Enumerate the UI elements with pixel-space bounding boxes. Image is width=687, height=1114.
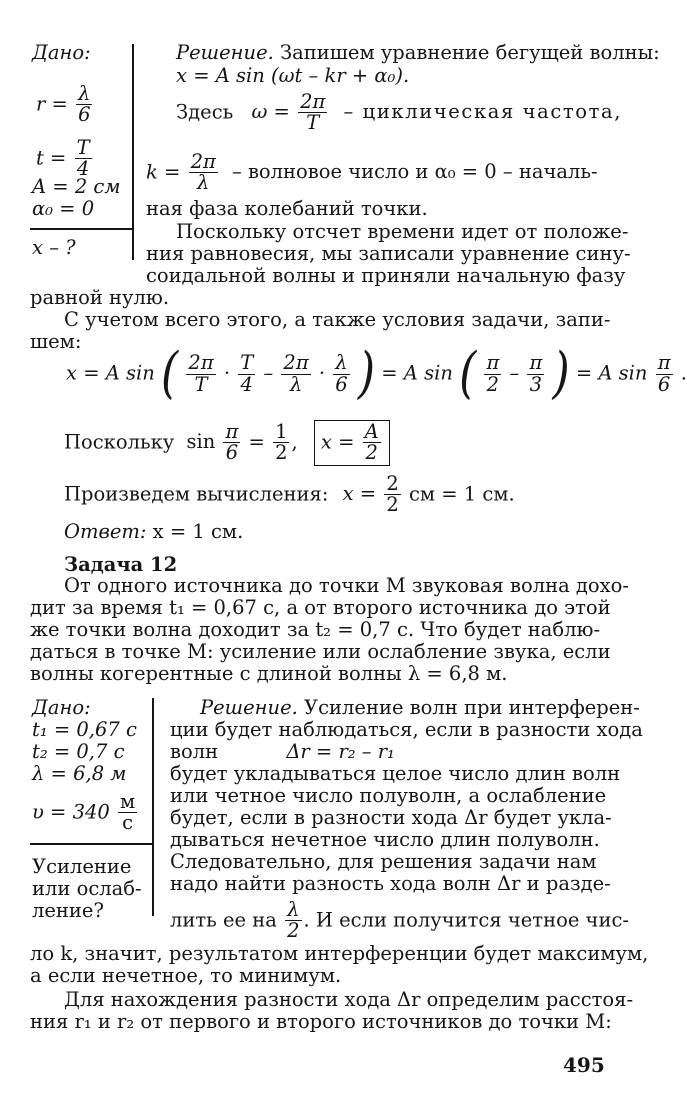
solution-line: дываться нечетное число длин полуволн. xyxy=(170,828,600,851)
k-definition: k = $\frac{2\pi}{\lambda}$ – волновое число и α₀ = 0 – началь- xyxy=(146,150,598,195)
find-line: Усиление xyxy=(32,855,132,878)
given-title: Дано: xyxy=(32,696,91,719)
solution-line: Для нахождения разности хода Δr определим расстоя- xyxy=(64,988,634,1011)
solution-line-8: соидальной волны и приняли начальную фазу xyxy=(146,264,626,287)
given-title: Дано: xyxy=(32,41,91,64)
problem-2-title: Задача 12 xyxy=(64,553,178,576)
omega-definition: Здесь ω = $\frac{2\pi}{T}$ – циклическая частота, xyxy=(176,90,623,135)
statement-line: От одного источника до точки М звуковая волна дохо- xyxy=(64,574,629,597)
given-find: x – ? xyxy=(32,236,76,259)
solution-line: ния r₁ и r₂ от первого и второго источников до точки М: xyxy=(30,1010,612,1033)
paren-right-1: ) xyxy=(357,341,376,406)
paren-right-2: ) xyxy=(552,341,570,406)
given-alpha: α₀ = 0 xyxy=(32,197,95,220)
paren-left-2: ( xyxy=(459,341,477,406)
solution-line: Следовательно, для решения задачи нам xyxy=(170,850,597,873)
solution-line: ции будет наблюдаться, если в разности хода xyxy=(170,718,643,741)
solution-line: надо найти разность хода волн Δr и разде- xyxy=(170,872,611,895)
given-t1: t₁ = 0,67 с xyxy=(32,718,137,741)
boxed-result: x = $\frac{A}{2}$ xyxy=(314,420,390,466)
solution-line: ло k, значит, результатом интерференции будет максимум, xyxy=(30,942,649,965)
solution-line-9: равной нулю. xyxy=(30,286,170,309)
solution-line: волн Δr = r₂ – r₁ xyxy=(170,740,395,763)
solution-line: будет, если в разности хода Δr будет укла- xyxy=(170,806,612,829)
statement-line: дит за время t₁ = 0,67 с, а от второго источника до этой xyxy=(30,596,611,619)
given-vertical-rule xyxy=(152,698,154,916)
answer-line: Ответ: x = 1 см. xyxy=(64,520,244,543)
given-r: r = $\frac{\lambda}{6}$ xyxy=(36,82,91,127)
given-A: A = 2 см xyxy=(32,175,121,198)
given-vertical-rule xyxy=(132,44,134,260)
given-divider xyxy=(30,843,154,845)
given-divider xyxy=(30,228,134,230)
given-v: υ = 340 $\frac{м}{с}$ xyxy=(32,790,136,835)
statement-line: же точки волна доходит за t₂ = 0,7 с. Что будет наблю- xyxy=(30,618,601,641)
solution-line-1: Решение. Запишем уравнение бегущей волны: xyxy=(176,41,660,64)
given-lambda: λ = 6,8 м xyxy=(32,762,127,785)
main-formula: x = A sin ( $\frac{2\pi}{T}$ · $\frac{T}{4}$ – $\frac{2\pi}{\lambda}$ · $\frac{\lambda}{6}$ ) = A sin ( $\frac{\pi}{2}$ – $\frac{\pi}{3}$ ) = A sin $\frac{\pi}{6}$ . xyxy=(66,341,687,406)
solution-line: а если нечетное, то минимум. xyxy=(30,964,342,987)
wave-equation: x = A sin (ωt – kr + α₀). xyxy=(176,64,410,87)
solution-line-10: С учетом всего этого, а также условия задачи, запи- xyxy=(64,308,611,331)
solution-line-5: ная фаза колебаний точки. xyxy=(146,197,428,220)
solution-line: будет укладываться целое число длин волн xyxy=(170,762,621,785)
statement-line: даться в точке М: усиление или ослабление звука, если xyxy=(30,640,611,663)
solution-line-11: шем: xyxy=(30,330,82,353)
solution-line: Решение. Усиление волн при интерферен- xyxy=(200,696,640,719)
solution-line-6: Поскольку отсчет времени идет от положе- xyxy=(176,220,629,243)
solution-line-7: ния равновесия, мы записали уравнение сину- xyxy=(146,242,631,265)
given-t: t = $\frac{T}{4}$ xyxy=(36,136,90,181)
find-line: ление? xyxy=(32,899,104,922)
find-line: или ослаб- xyxy=(32,877,142,900)
paren-left-1: ( xyxy=(161,341,179,406)
statement-line: волны когерентные с длиной волны λ = 6,8 м. xyxy=(30,662,508,685)
solution-line: лить ее на $\frac{\lambda}{2}$ . И если получится четное чис- xyxy=(170,898,629,943)
given-t2: t₂ = 0,7 с xyxy=(32,740,125,763)
calculation-line: Произведем вычисления: x = $\frac{2}{2}$ см = 1 см. xyxy=(64,472,515,517)
since-line: Поскольку sin $\frac{\pi}{6}$ = $\frac{1}{2}$ , x = $\frac{A}{2}$ xyxy=(64,420,390,466)
solution-line: или четное число полуволн, а ослабление xyxy=(170,784,607,807)
page-number: 495 xyxy=(563,1053,605,1077)
